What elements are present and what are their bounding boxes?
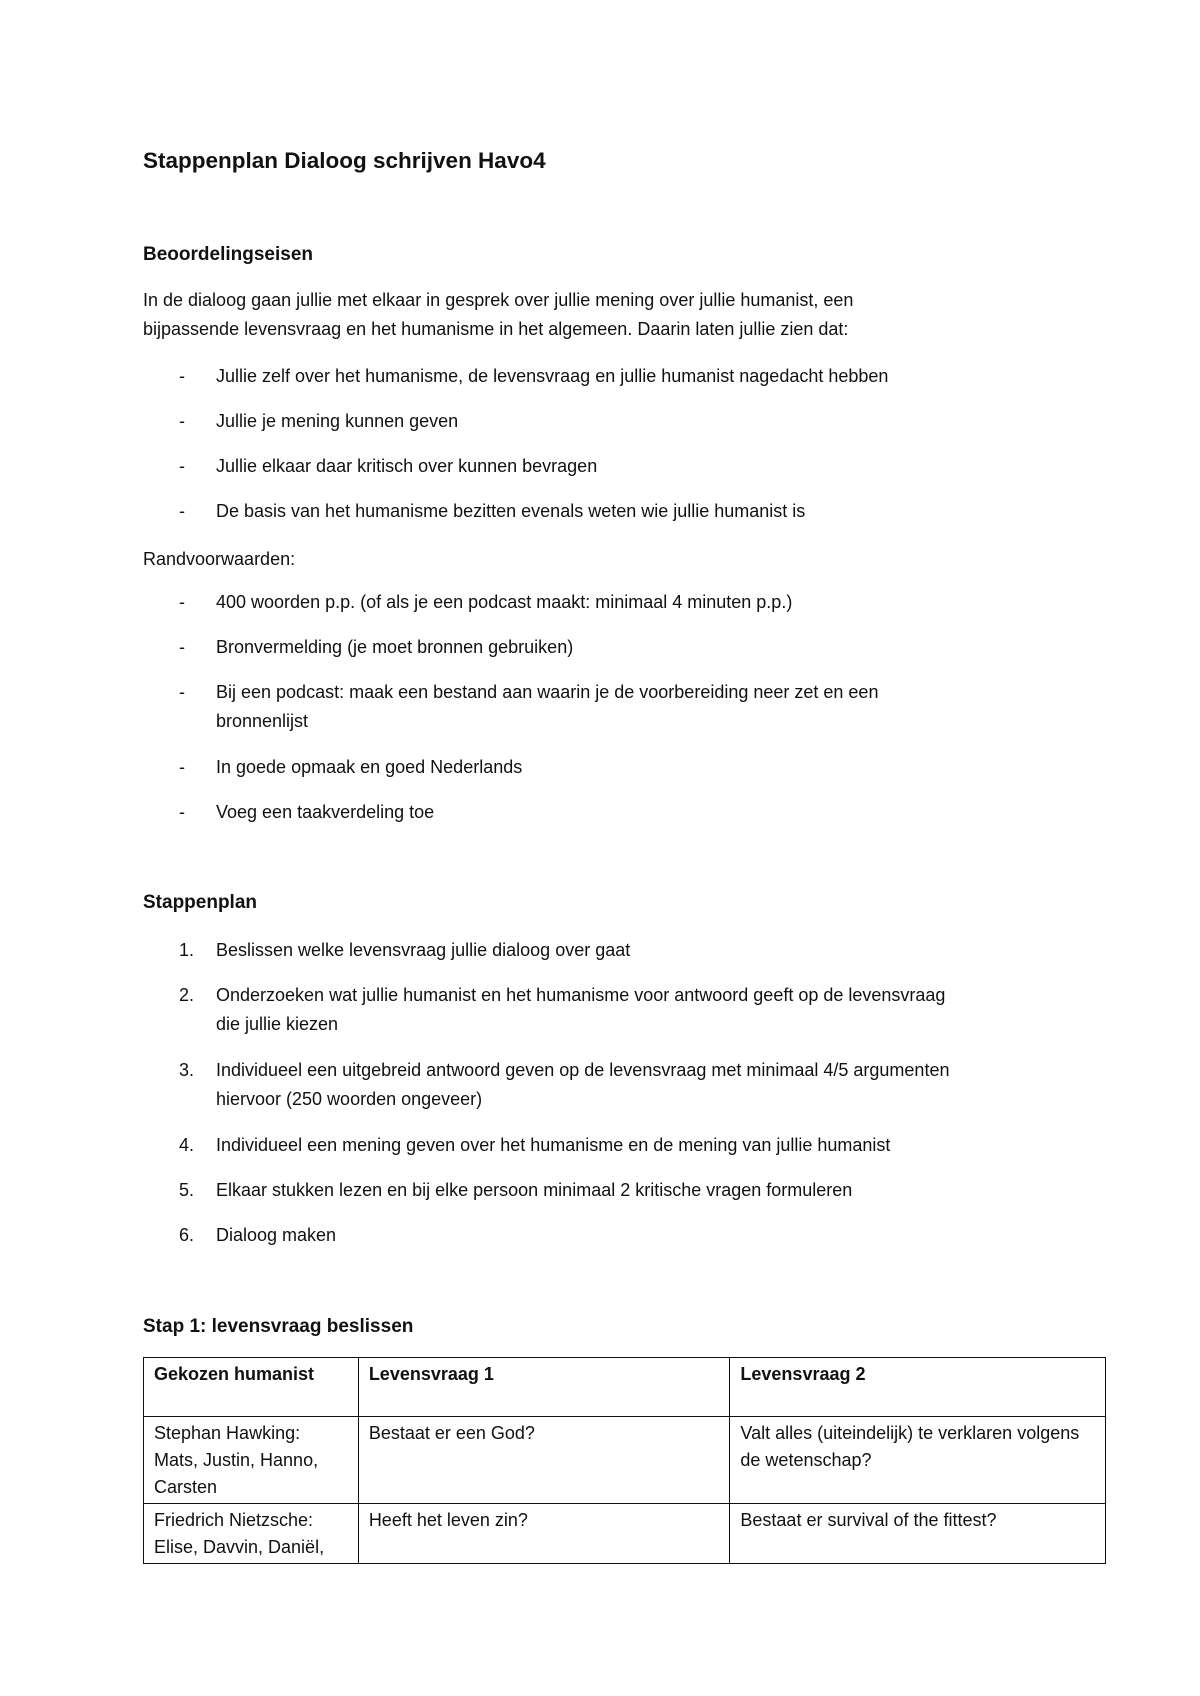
levensvraag-table: [143, 1357, 1106, 1564]
table-row: [144, 1504, 1106, 1564]
bullet-dash: -: [179, 501, 185, 521]
step-number: 3.: [179, 1060, 195, 1080]
list-item-text: In goede opmaak en goed Nederlands: [216, 757, 523, 777]
step-text: hiervoor (250 woorden ongeveer): [216, 1089, 483, 1109]
page-title: Stappenplan Dialoog schrijven Havo4: [143, 148, 546, 173]
bullet-dash: -: [179, 592, 185, 612]
bullet-dash: -: [179, 682, 185, 702]
intro-paragraph-line-1: In de dialoog gaan jullie met elkaar in gesprek over jullie mening over jullie humanist, een: [143, 290, 854, 310]
step-text: Elkaar stukken lezen en bij elke persoon minimaal 2 kritische vragen formuleren: [216, 1180, 853, 1200]
bullet-dash: -: [179, 637, 185, 657]
heading-stappenplan: Stappenplan: [143, 892, 258, 913]
bullet-dash: -: [179, 757, 185, 777]
list-item-text: De basis van het humanisme bezitten evenals weten wie jullie humanist is: [216, 501, 806, 521]
list-item-text: bronnenlijst: [216, 711, 309, 731]
step-text: die jullie kiezen: [216, 1014, 339, 1034]
heading-stap-1: Stap 1: levensvraag beslissen: [143, 1316, 414, 1337]
step-text: Individueel een mening geven over het humanisme en de mening van jullie humanist: [216, 1135, 891, 1155]
step-number: 1.: [179, 940, 195, 960]
list-item-text: Jullie zelf over het humanisme, de levensvraag en jullie humanist nagedacht hebben: [216, 366, 889, 386]
step-number: 5.: [179, 1180, 195, 1200]
table-cell: Bestaat er survival of the fittest?: [730, 1504, 1106, 1564]
table-cell: Stephan Hawking: Mats, Justin, Hanno, Carsten: [144, 1417, 359, 1504]
list-item-text: Jullie elkaar daar kritisch over kunnen bevragen: [216, 456, 598, 476]
table-header-cell: Levensvraag 1: [358, 1358, 730, 1417]
randvoorwaarden-label: Randvoorwaarden:: [143, 549, 296, 569]
list-item-text: 400 woorden p.p. (of als je een podcast maakt: minimaal 4 minuten p.p.): [216, 592, 793, 612]
list-item-text: Voeg een taakverdeling toe: [216, 802, 435, 822]
step-text: Individueel een uitgebreid antwoord geven op de levensvraag met minimaal 4/5 argumenten: [216, 1060, 950, 1080]
table-cell: Friedrich Nietzsche: Elise, Davvin, Daniël,: [144, 1504, 359, 1564]
step-number: 2.: [179, 985, 195, 1005]
step-text: Onderzoeken wat jullie humanist en het humanisme voor antwoord geeft op de levensvraag: [216, 985, 946, 1005]
table-header-cell: Gekozen humanist: [144, 1358, 359, 1417]
step-text: Beslissen welke levensvraag jullie dialoog over gaat: [216, 940, 631, 960]
step-number: 4.: [179, 1135, 195, 1155]
list-item-text: Bij een podcast: maak een bestand aan waarin je de voorbereiding neer zet en een: [216, 682, 879, 702]
list-item-text: Jullie je mening kunnen geven: [216, 411, 459, 431]
intro-paragraph-line-2: bijpassende levensvraag en het humanisme in het algemeen. Daarin laten jullie zien dat:: [143, 319, 849, 339]
step-text: Dialoog maken: [216, 1225, 337, 1245]
bullet-dash: -: [179, 411, 185, 431]
table-cell: Heeft het leven zin?: [358, 1504, 730, 1564]
table-header-row: [144, 1358, 1106, 1417]
list-item-text: Bronvermelding (je moet bronnen gebruiken): [216, 637, 574, 657]
bullet-dash: -: [179, 456, 185, 476]
heading-beoordelingseisen: Beoordelingseisen: [143, 244, 313, 265]
step-number: 6.: [179, 1225, 195, 1245]
bullet-dash: -: [179, 802, 185, 822]
table-header-cell: Levensvraag 2: [730, 1358, 1106, 1417]
table-cell: Valt alles (uiteindelijk) te verklaren volgens de wetenschap?: [730, 1417, 1106, 1504]
table-cell: Bestaat er een God?: [358, 1417, 730, 1504]
bullet-dash: -: [179, 366, 185, 386]
table-row: [144, 1417, 1106, 1504]
